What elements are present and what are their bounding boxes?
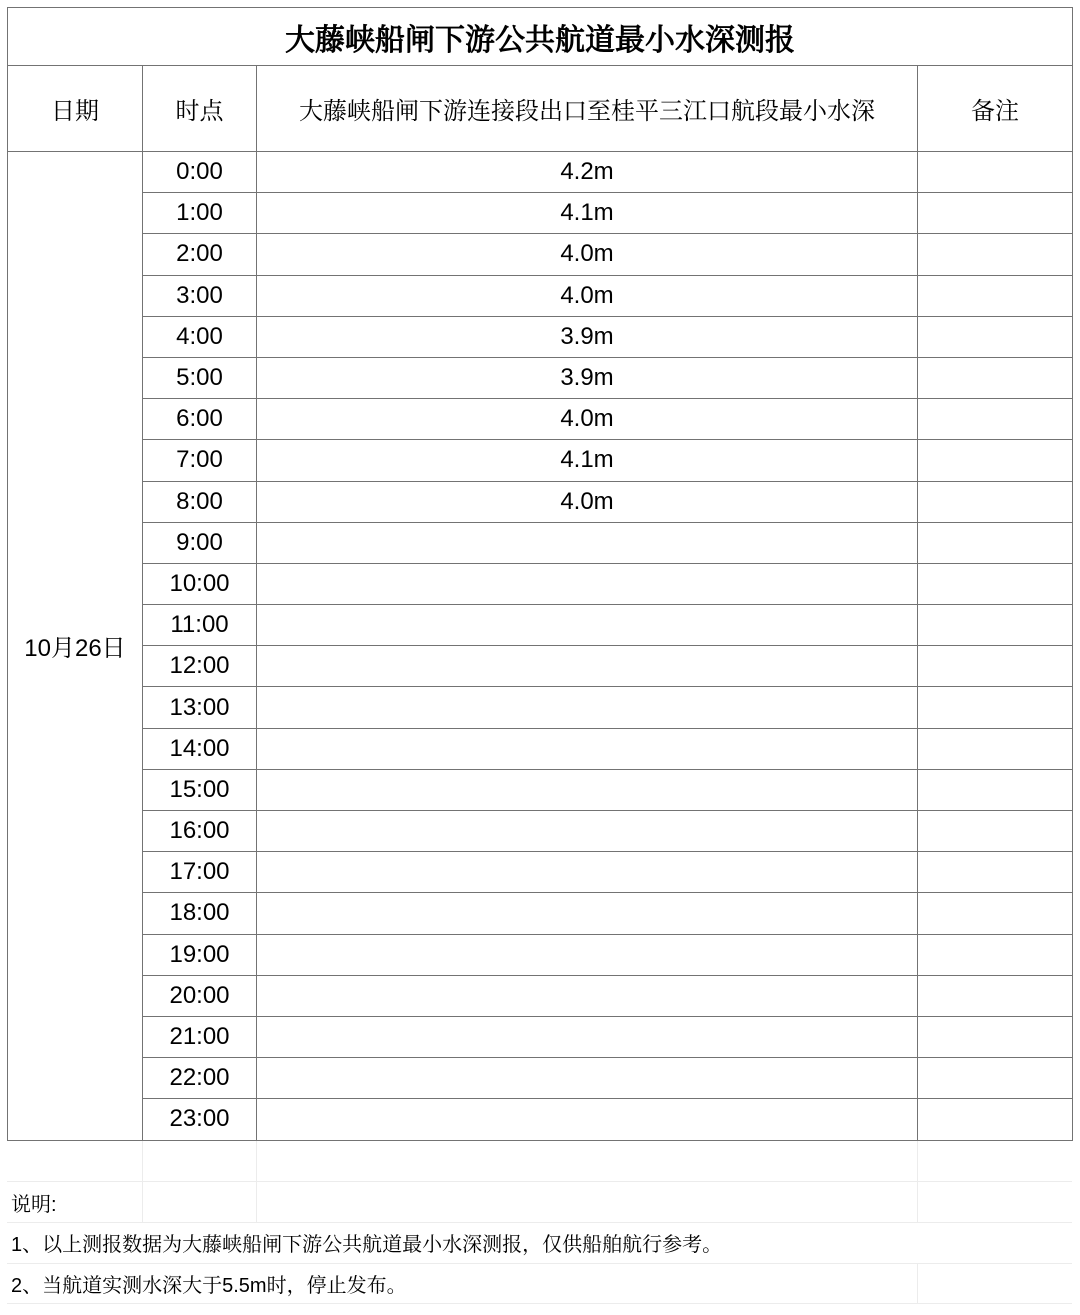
table-row: [8, 934, 1073, 975]
table-row: [8, 399, 1073, 440]
remark-cell: [918, 1058, 1073, 1099]
remark-cell: [918, 234, 1073, 275]
time-cell: 16:00: [143, 811, 257, 852]
depth-cell: [257, 975, 918, 1016]
empty-cell: [256, 1141, 917, 1182]
table-row: [8, 275, 1073, 316]
table-row: [8, 646, 1073, 687]
depth-cell: [257, 605, 918, 646]
note-2: 2、当航道实测水深大于5.5m时，停止发布。: [7, 1263, 917, 1304]
depth-cell: [257, 852, 918, 893]
table-row: [8, 1058, 1073, 1099]
depth-cell: [257, 934, 918, 975]
time-cell: 5:00: [143, 357, 257, 398]
remark-cell: [918, 975, 1073, 1016]
table-row: [8, 975, 1073, 1016]
table-row: [8, 234, 1073, 275]
table-row: [8, 563, 1073, 604]
depth-cell: 4.1m: [257, 193, 918, 234]
table-row: [8, 811, 1073, 852]
table-row: [8, 152, 1073, 193]
empty-cell: [917, 1263, 1072, 1304]
table-row: [8, 481, 1073, 522]
table-row: [8, 1016, 1073, 1057]
time-cell: 22:00: [143, 1058, 257, 1099]
note-row: [7, 1223, 1072, 1264]
remark-cell: [918, 193, 1073, 234]
time-cell: 0:00: [143, 152, 257, 193]
remark-cell: [918, 769, 1073, 810]
remark-cell: [918, 605, 1073, 646]
depth-cell: 4.0m: [257, 275, 918, 316]
time-cell: 8:00: [143, 481, 257, 522]
empty-cell: [917, 1182, 1072, 1223]
depth-cell: 3.9m: [257, 357, 918, 398]
depth-cell: [257, 1016, 918, 1057]
remark-cell: [918, 275, 1073, 316]
empty-cell: [256, 1182, 917, 1223]
remark-cell: [918, 357, 1073, 398]
col-header-depth: 大藤峡船闸下游连接段出口至桂平三江口航段最小水深: [257, 66, 918, 152]
remark-cell: [918, 481, 1073, 522]
time-cell: 10:00: [143, 563, 257, 604]
depth-cell: [257, 1058, 918, 1099]
time-cell: 9:00: [143, 522, 257, 563]
time-cell: 21:00: [143, 1016, 257, 1057]
time-cell: 11:00: [143, 605, 257, 646]
remark-cell: [918, 522, 1073, 563]
time-cell: 7:00: [143, 440, 257, 481]
table-row: [8, 893, 1073, 934]
remark-cell: [918, 852, 1073, 893]
remark-cell: [918, 399, 1073, 440]
depth-cell: [257, 728, 918, 769]
time-cell: 18:00: [143, 893, 257, 934]
remark-cell: [918, 728, 1073, 769]
table-row: [8, 769, 1073, 810]
depth-cell: [257, 522, 918, 563]
depth-cell: 4.2m: [257, 152, 918, 193]
depth-cell: [257, 646, 918, 687]
remark-cell: [918, 563, 1073, 604]
remark-cell: [918, 934, 1073, 975]
time-cell: 4:00: [143, 316, 257, 357]
column-header-row: [8, 66, 1073, 152]
time-cell: 2:00: [143, 234, 257, 275]
remark-cell: [918, 893, 1073, 934]
table-row: [8, 1099, 1073, 1140]
col-header-remark: 备注: [918, 66, 1073, 152]
time-cell: 1:00: [143, 193, 257, 234]
time-cell: 20:00: [143, 975, 257, 1016]
remark-cell: [918, 1016, 1073, 1057]
depth-cell: [257, 687, 918, 728]
table-row: [8, 316, 1073, 357]
table-row: [8, 687, 1073, 728]
remark-cell: [918, 316, 1073, 357]
footer-grid: [7, 1141, 1072, 1304]
remark-cell: [918, 687, 1073, 728]
time-cell: 14:00: [143, 728, 257, 769]
empty-cell: [142, 1141, 256, 1182]
spacer-row: [7, 1141, 1072, 1182]
time-cell: 6:00: [143, 399, 257, 440]
time-cell: 13:00: [143, 687, 257, 728]
notes-label-row: [7, 1182, 1072, 1223]
depth-cell: 4.0m: [257, 234, 918, 275]
depth-cell: [257, 563, 918, 604]
notes-label: 说明:: [7, 1182, 142, 1223]
title-row: [8, 8, 1073, 66]
time-cell: 23:00: [143, 1099, 257, 1140]
time-cell: 17:00: [143, 852, 257, 893]
depth-cell: 4.1m: [257, 440, 918, 481]
table-row: [8, 193, 1073, 234]
table-row: [8, 728, 1073, 769]
empty-cell: [7, 1141, 142, 1182]
depth-cell: 4.0m: [257, 481, 918, 522]
depth-report-table: [7, 7, 1073, 1141]
page-title: 大藤峡船闸下游公共航道最小水深测报: [8, 8, 1073, 66]
empty-cell: [142, 1182, 256, 1223]
remark-cell: [918, 440, 1073, 481]
col-header-time: 时点: [143, 66, 257, 152]
date-cell: 10月26日: [8, 152, 143, 1141]
time-cell: 3:00: [143, 275, 257, 316]
depth-cell: 4.0m: [257, 399, 918, 440]
depth-cell: [257, 769, 918, 810]
remark-cell: [918, 646, 1073, 687]
empty-cell: [917, 1141, 1072, 1182]
table-row: [8, 522, 1073, 563]
depth-cell: [257, 811, 918, 852]
table-row: [8, 357, 1073, 398]
depth-cell: 3.9m: [257, 316, 918, 357]
depth-cell: [257, 1099, 918, 1140]
remark-cell: [918, 811, 1073, 852]
col-header-date: 日期: [8, 66, 143, 152]
time-cell: 15:00: [143, 769, 257, 810]
time-cell: 19:00: [143, 934, 257, 975]
remark-cell: [918, 1099, 1073, 1140]
time-cell: 12:00: [143, 646, 257, 687]
note-1: 1、以上测报数据为大藤峡船闸下游公共航道最小水深测报，仅供船舶航行参考。: [7, 1223, 1072, 1264]
table-row: [8, 605, 1073, 646]
remark-cell: [918, 152, 1073, 193]
depth-cell: [257, 893, 918, 934]
table-row: [8, 852, 1073, 893]
note-row: [7, 1263, 1072, 1304]
table-row: [8, 440, 1073, 481]
